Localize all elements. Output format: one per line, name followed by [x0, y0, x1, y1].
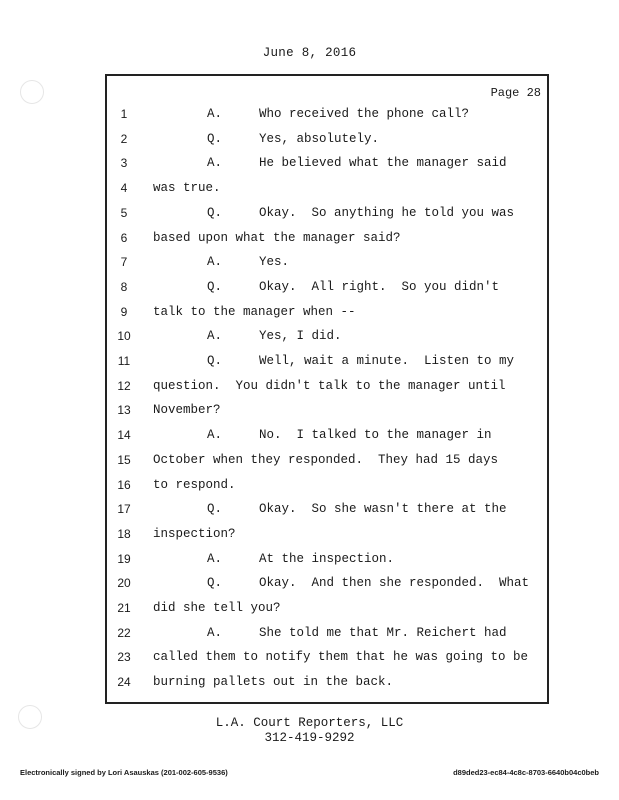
transcript-date: June 8, 2016: [262, 46, 357, 60]
transcript-line: [107, 176, 547, 201]
line-number: 17: [117, 502, 131, 517]
line-number: 12: [117, 378, 131, 393]
line-number: 1: [120, 107, 128, 121]
speaker-tag: A.: [207, 625, 223, 640]
line-number: 2: [120, 131, 128, 146]
line-text: She told me that Mr. Reichert had: [259, 625, 507, 640]
transcript-line: [107, 621, 547, 646]
speaker-tag: A.: [207, 329, 223, 344]
line-number: 9: [120, 304, 128, 319]
speaker-tag: Q.: [207, 576, 223, 591]
transcript-line: [107, 547, 547, 572]
line-text: He believed what the manager said: [259, 156, 507, 171]
transcript-line: [107, 102, 547, 127]
line-text: burning pallets out in the back.: [153, 675, 394, 690]
line-number: 14: [117, 428, 131, 443]
transcript-line: [107, 250, 547, 275]
line-text: Okay. And then she responded. What: [259, 576, 530, 591]
line-text: to respond.: [153, 477, 236, 492]
court-reporter-footer: [0, 716, 619, 746]
electronic-signature: Electronically signed by Lori Asauskas (201-002-605-9536): [20, 768, 228, 777]
transcript-line: [107, 201, 547, 226]
speaker-tag: Q.: [207, 131, 223, 146]
line-text: based upon what the manager said?: [153, 230, 401, 245]
line-number: 24: [117, 675, 131, 690]
line-text: Okay. So she wasn't there at the: [259, 502, 507, 517]
line-text: Okay. So anything he told you was: [259, 205, 515, 220]
transcript-line: [107, 448, 547, 473]
line-number: 8: [120, 279, 128, 294]
page-number: Page 28: [490, 86, 541, 100]
transcript-line: [107, 374, 547, 399]
line-text: was true.: [153, 181, 221, 196]
line-number: 19: [117, 551, 131, 566]
line-text: talk to the manager when --: [153, 304, 356, 319]
speaker-tag: A.: [207, 107, 223, 121]
line-number: 10: [117, 329, 131, 344]
line-number: 15: [117, 452, 131, 467]
transcript-line: [107, 645, 547, 670]
line-number: 5: [120, 205, 128, 220]
speaker-tag: Q.: [207, 279, 223, 294]
speaker-tag: Q.: [207, 354, 223, 368]
reporter-phone: 312-419-9292: [264, 731, 355, 745]
transcript-line: [107, 522, 547, 547]
line-number: 18: [117, 526, 131, 541]
transcript-line: [107, 423, 547, 448]
transcript-line: [107, 324, 547, 349]
speaker-tag: A.: [207, 255, 223, 270]
line-number: 23: [117, 650, 131, 665]
line-text: Yes, absolutely.: [259, 131, 380, 146]
line-text: Who received the phone call?: [259, 107, 470, 121]
transcript-line: [107, 300, 547, 325]
speaker-tag: Q.: [207, 205, 223, 220]
transcript-line: [107, 596, 547, 621]
line-number: 6: [120, 230, 128, 245]
speaker-tag: Q.: [207, 502, 223, 517]
reporter-company: L.A. Court Reporters, LLC: [215, 716, 404, 730]
speaker-tag: A.: [207, 428, 223, 443]
transcript-page-frame: [105, 74, 549, 704]
punch-hole-mark: [20, 80, 44, 104]
transcript-line: [107, 398, 547, 423]
transcript-line: [107, 151, 547, 176]
transcript-line: [107, 473, 547, 498]
transcript-line: [107, 127, 547, 152]
speaker-tag: A.: [207, 156, 223, 171]
line-number: 21: [117, 601, 131, 615]
line-text: Yes.: [259, 255, 290, 270]
line-number: 22: [117, 625, 131, 640]
transcript-line: [107, 226, 547, 251]
line-number: 7: [120, 255, 128, 270]
line-number: 13: [117, 403, 131, 418]
transcript-line: [107, 497, 547, 522]
document-hash: d89ded23-ec84-4c8c-8703-6640b04c0beb: [453, 768, 599, 777]
line-text: Well, wait a minute. Listen to my: [259, 354, 515, 368]
line-number: 3: [120, 156, 128, 171]
line-text: inspection?: [153, 526, 236, 541]
line-number: 4: [120, 181, 128, 196]
line-text: At the inspection.: [259, 551, 395, 566]
transcript-line: [107, 275, 547, 300]
line-number: 20: [117, 576, 131, 591]
line-text: November?: [153, 403, 221, 418]
transcript-line: [107, 349, 547, 374]
speaker-tag: A.: [207, 551, 223, 566]
line-text: Yes, I did.: [259, 329, 342, 344]
line-text: question. You didn't talk to the manager until: [153, 378, 506, 393]
line-text: Okay. All right. So you didn't: [259, 279, 500, 294]
line-text: did she tell you?: [153, 601, 281, 615]
line-number: 11: [117, 354, 131, 368]
transcript-line: [107, 571, 547, 596]
line-text: October when they responded. They had 15 days: [153, 452, 499, 467]
transcript-line: [107, 670, 547, 695]
line-text: No. I talked to the manager in: [259, 428, 492, 443]
line-text: called them to notify them that he was going to be: [153, 650, 529, 665]
line-number: 16: [117, 477, 131, 492]
